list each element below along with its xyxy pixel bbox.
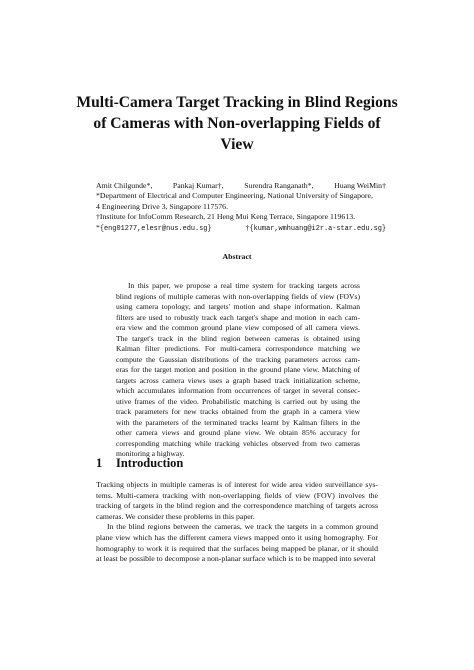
text-line: corresponding matching while tracking vehicles observed from two cameras: [116, 438, 360, 448]
text-line: In this paper, we propose a real time system for tracking targets across: [128, 281, 360, 290]
text-line: which accumulates information from occurrences of target in several consec-: [116, 386, 360, 395]
paper-title: [60, 92, 414, 155]
text-line: homography to work it is required that the surfaces being mapped be planar, or it should: [96, 543, 378, 553]
text-line: tems. Multi-camera tracking with non-overlapping fields of view (FOV) involves the: [96, 490, 378, 500]
text-line: targets across camera views uses a graph based track initialization scheme,: [116, 375, 360, 385]
affiliation-line: †Institute for InfoComm Research, 21 Heng Mui Keng Terrace, Singapore 119613.: [96, 212, 356, 222]
footnote-mark: †: [245, 222, 250, 232]
section-heading: [96, 456, 183, 471]
author-name: Amit Chilgunde*,: [96, 181, 153, 190]
text-line: In the blind regions between the cameras, we track the targets in a common ground: [107, 522, 378, 532]
body-text: [96, 480, 378, 565]
text-line: utive frames of the video. Probabilistic matching is carried out by using the: [116, 396, 360, 406]
author-block: [96, 181, 386, 234]
text-line: plane view which has the different camera views mapped onto it using homography. For: [96, 532, 378, 542]
email-left: [96, 223, 212, 234]
text-line: Tracking objects in multiple cameras is of interest for wide area video surveillance sys-: [96, 480, 378, 489]
text-line: other camera views and ground plane view. We obtain 85% accuracy for: [116, 428, 360, 437]
text-line: at least be possible to decompose a non-planar surface which is to be mapped into several: [96, 554, 376, 564]
text-line: tracking of targets in the blind region and the correspondence matching of targets across: [96, 501, 378, 511]
text-line: eras for the target motion and position in the ground plane view. Matching of: [116, 365, 360, 374]
text-line: with the parameters of the terminated tracks learnt by Kalman filters in the: [116, 417, 360, 427]
section-number: 1: [96, 456, 103, 470]
text-line: cameras. We consider these problems in this paper.: [96, 511, 255, 521]
author-emails: [96, 223, 386, 234]
title-line: of Cameras with Non-overlapping Fields of: [93, 115, 381, 132]
title-line: View: [220, 136, 254, 153]
author-name: Huang WeiMin†: [334, 181, 386, 190]
text-line: Kalman filter predictions. For multi-camera correspondence matching we: [116, 344, 360, 353]
text-line: monitoring a highway.: [116, 449, 185, 458]
email-address: {kumar,wmhuang@i2r.a-star.edu.sg}: [249, 224, 386, 233]
text-line: blind regions of multiple cameras with non-overlapping fields of view (FOVs): [116, 291, 360, 301]
text-line: The target's track in the blind region between cameras is obtained using: [116, 333, 360, 343]
text-line: filters are used to robustly track each target's shape and motion in each cam-: [116, 312, 360, 322]
author-names: [96, 181, 386, 191]
abstract-text: [116, 281, 360, 460]
footnote-mark: *: [96, 222, 100, 232]
author-name: Surendra Ranganath*,: [244, 181, 314, 190]
affiliation-line: 4 Engineering Drive 3, Singapore 117576.: [96, 201, 229, 211]
email-address: {eng01277,elesr@nus.edu.sg}: [99, 224, 212, 233]
title-line: Multi-Camera Target Tracking in Blind Regions: [76, 94, 398, 111]
affiliation-line: *Department of Electrical and Computer Engineering, National University of Singapore,: [96, 191, 373, 201]
text-line: track parameters for new tracks obtained from the graph in a camera view: [116, 407, 360, 416]
email-right: [246, 223, 386, 234]
text-line: compute the Gaussian distributions of the tracking parameters across cam-: [116, 354, 360, 364]
abstract-heading: Abstract: [222, 252, 252, 261]
author-name: Pankaj Kumar†,: [172, 181, 224, 190]
text-line: using camera topology, and targets' motion and shape information. Kalman: [116, 302, 360, 311]
text-line: era view and the common ground plane view composed of all camera views.: [116, 323, 360, 332]
section-title: Introduction: [116, 456, 184, 470]
